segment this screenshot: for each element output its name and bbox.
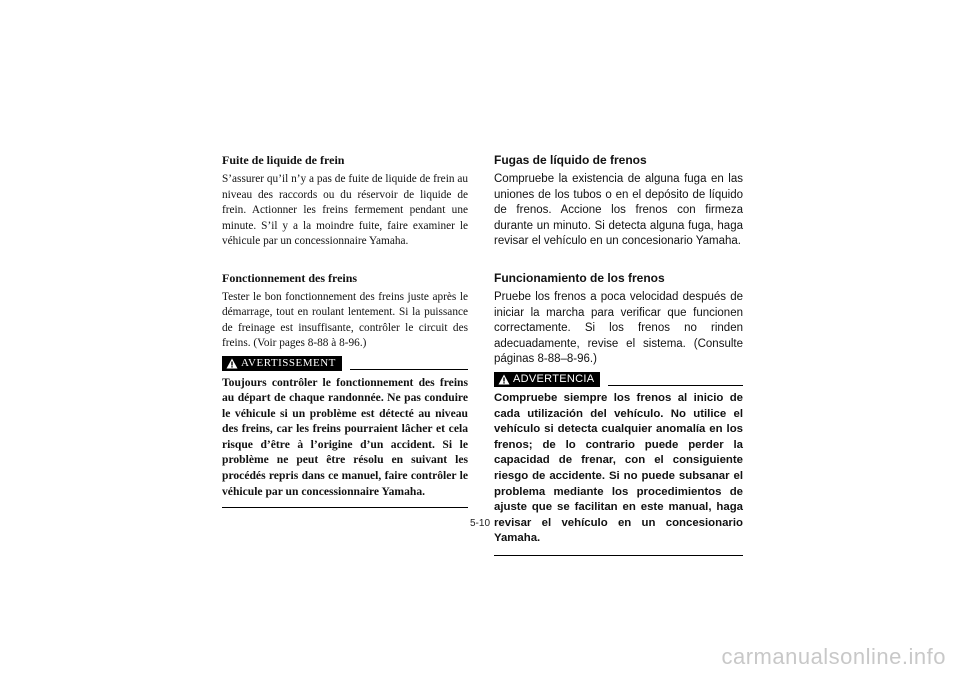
es-warning-rule <box>608 385 743 386</box>
es-warning-header <box>494 372 743 387</box>
fr-warning-text: Toujours contrôler le fonctionnement des freins au départ de chaque randonnée. Ne pas conduire le véhicule si un problème est détecté au niveau des freins, car les freins pourraient lâcher et cela risque d’être à l’origine d’un accident. Si le problème ne peut être résolu en suivant les procédés repris dans ce manuel, faire contrôler le véhicule par un concessionnaire Yamaha. <box>222 375 468 498</box>
french-column <box>222 152 468 508</box>
fr-warning-end-rule <box>222 507 468 508</box>
es-warning-label: ADVERTENCIA <box>513 373 595 386</box>
fr-warning-rule <box>350 369 468 370</box>
fr-operation-heading: Fonctionnement des freins <box>222 270 358 285</box>
es-brake-fluid-leak-section <box>494 152 743 250</box>
fr-leak-text: S’assurer qu’il n’y a pas de fuite de liquide de frein au niveau des raccords ou du réservoir de liquide de frein. Actionner les freins fermement pendant une minute. S’il y a la moindre fuite, faire examiner le véhicule par un concessionnaire Yamaha. <box>222 173 468 247</box>
fr-brake-operation-section <box>222 270 468 352</box>
fr-warning-header <box>222 356 468 371</box>
fr-warning-badge <box>222 356 342 371</box>
fr-leak-heading: Fuite de liquide de frein <box>222 153 345 167</box>
es-leak-heading: Fugas de líquido de frenos <box>494 153 647 167</box>
es-brake-operation-section <box>494 270 743 368</box>
page-number: 5-10 <box>470 518 491 529</box>
es-warning-box <box>494 372 743 556</box>
fr-operation-text: Tester le bon fonctionnement des freins juste après le démarrage, tout en roulant lentement. Si la puissance de freinage est insuffisante, contrôler le circuit des freins. (Voir pages 8-88 à 8-96.) <box>222 290 468 349</box>
es-leak-text: Compruebe la existencia de alguna fuga en las uniones de los tubos o en el depósito de líquido de frenos. Accione los frenos con firmeza durante un minuto. Si detecta alguna fuga, haga revisar el vehículo en un concesionario Yamaha. <box>494 173 743 248</box>
watermark-text: carmanualsonline.info <box>721 644 946 669</box>
es-operation-heading: Funcionamiento de los frenos <box>494 270 665 285</box>
fr-warning-box <box>222 356 468 509</box>
warning-triangle-icon <box>498 374 510 385</box>
warning-triangle-icon <box>226 358 238 369</box>
es-warning-end-rule <box>494 555 743 556</box>
es-warning-text: Compruebe siempre los frenos al inicio de cada utilización del vehículo. No utilice el vehículo si detecta cualquier anomalía en los frenos; de lo contrario puede perder la capacidad de frenar, con el consiguiente riesgo de accidente. Si no puede subsanar el problema mediante los procedimientos de ajuste que se facilitan en este manual, haga revisar el vehículo en un concesionario Yamaha. <box>494 391 743 545</box>
es-warning-badge <box>494 372 600 387</box>
fr-warning-label: AVERTISSEMENT <box>241 357 336 369</box>
es-operation-text: Pruebe los frenos a poca velocidad después de iniciar la marcha para verificar que funcionen correctamente. Si los frenos no rinden adecuadamente, revise el sistema. (Consulte páginas 8-88–8-96.) <box>494 290 743 366</box>
spanish-column <box>494 152 743 556</box>
fr-brake-fluid-leak-section <box>222 152 468 250</box>
